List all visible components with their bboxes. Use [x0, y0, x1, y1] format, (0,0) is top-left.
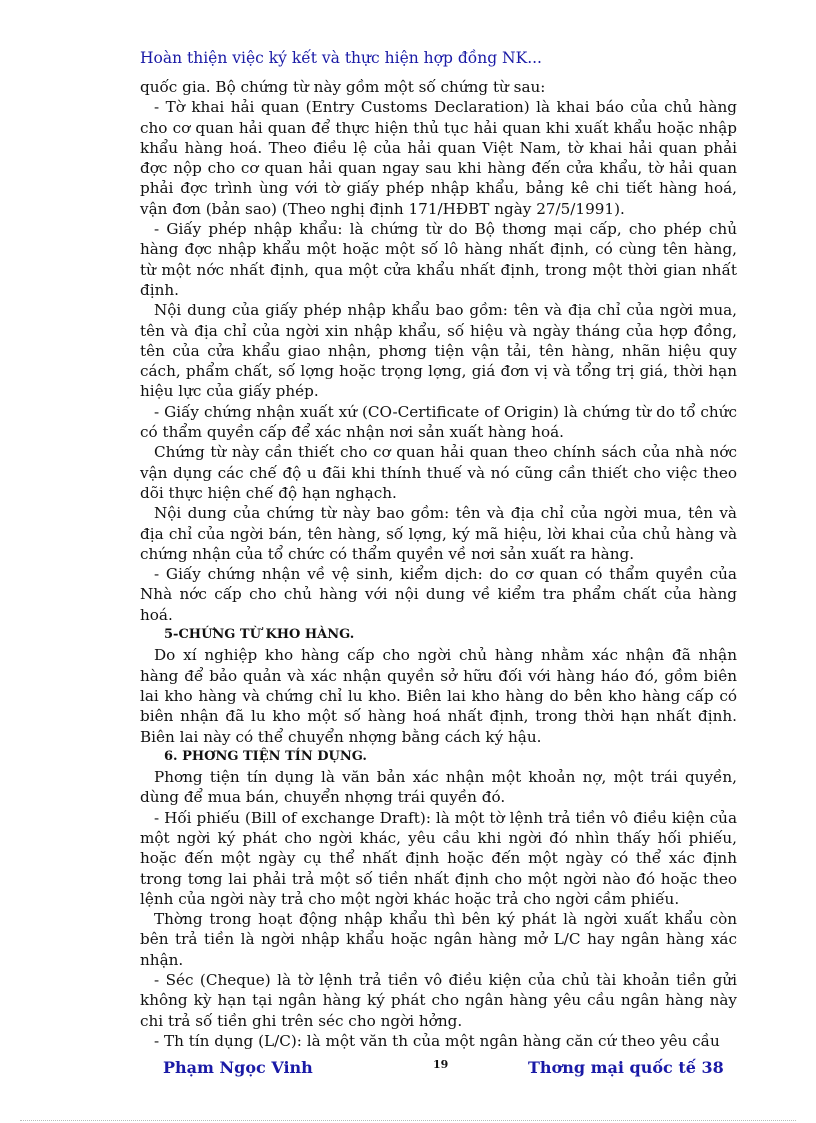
- page-footer: [0, 1058, 816, 1080]
- paragraph: Chứng từ này cần thiết cho cơ quan hải quan theo chính sách của nhà nớc vận dụng các chế độ u đãi khi thính thuế và nó cũng cần thiết cho việc theo dõi thực hiện chế độ hạn nghạch.: [140, 443, 737, 502]
- paragraph: Nội dung của chứng từ này bao gồm: tên và địa chỉ của ngời mua, tên và địa chỉ của ngời bán, tên hàng, số lợng, ký mã hiệu, lời khai của chủ hàng và chứng nhận của tổ chức có thẩm quyền về nơi sản xuất ra hàng.: [140, 504, 737, 563]
- page-bottom-divider: [20, 1120, 796, 1121]
- paragraph: - Giấy chứng nhận về vệ sinh, kiểm dịch: do cơ quan có thẩm quyền của Nhà nớc cấp cho chủ hàng với nội dung về kiểm tra phẩm chất của hàng hoá.: [140, 565, 737, 624]
- paragraph: - Th tín dụng (L/C): là một văn th của một ngân hàng căn cứ theo yêu cầu: [154, 1031, 720, 1050]
- paragraph: - Tờ khai hải quan (Entry Customs Declaration) là khai báo của chủ hàng cho cơ quan hải quan để thực hiện thủ tục hải quan khi xuất khẩu hoặc nhập khẩu hàng hoá. Theo điều lệ của hải quan Việt Nam, tờ khai hải quan phải đợc nộp cho cơ quan hải quan ngay sau khi hàng đến cửa khẩu, tờ hải quan phải đợc trình ùng với tờ giấy phép nhập khẩu, bảng kê chi tiết hàng hoá, vận đơn (bản sao) (Theo nghị định 171/HĐBT ngày 27/5/1991).: [140, 98, 737, 218]
- footer-class-name: Thơng mại quốc tế 38: [528, 1058, 724, 1077]
- paragraph: Thờng trong hoạt động nhập khẩu thì bên ký phát là ngời xuất khẩu còn bên trả tiền là ngời nhập khẩu hoặc ngân hàng mở L/C hay ngân hàng xác nhận.: [140, 910, 737, 969]
- paragraph: Nội dung của giấy phép nhập khẩu bao gồm: tên và địa chỉ của ngời mua, tên và địa chỉ của ngời xin nhập khẩu, số hiệu và ngày tháng của hợp đồng, tên của cửa khẩu giao nhận, phơng tiện vận tải, tên hàng, nhãn hiệu quy cách, phẩm chất, số lợng hoặc trọng lợng, giá đơn vị và tổng trị giá, thời hạn hiệu lực của giấy phép.: [140, 301, 737, 401]
- paragraph: Phơng tiện tín dụng là văn bản xác nhận một khoản nợ, một trái quyền, dùng để mua bán, chuyển nhợng trái quyền đó.: [140, 768, 737, 807]
- section-heading: 5-CHỨNG TỪ KHO HÀNG.: [164, 627, 355, 643]
- paragraph: - Hối phiếu (Bill of exchange Draft): là một tờ lệnh trả tiền vô điều kiện của một ngời ký phát cho ngời khác, yêu cầu khi ngời đó nhìn thấy hối phiếu, hoặc đến một ngày cụ thể nhất định hoặc đến một ngày có thể xác định trong tơng lai phải trả một số tiền nhất định cho một ngời nào đó hoặc theo lệnh của ngời này trả cho một ngời khác hoặc trả cho ngời cầm phiếu.: [140, 808, 737, 908]
- paragraph: - Giấy phép nhập khẩu: là chứng từ do Bộ thơng mại cấp, cho phép chủ hàng đợc nhập khẩu một hoặc một số lô hàng nhất định, có cùng tên hàng, từ một nớc nhất định, qua một cửa khẩu nhất định, trong một thời gian nhất định.: [140, 220, 737, 299]
- paragraph: - Giấy chứng nhận xuất xứ (CO-Certificate of Origin) là chứng từ do tổ chức có thẩm quyền cấp để xác nhận nơi sản xuất hàng hoá.: [140, 402, 737, 442]
- page-number: 19: [433, 1058, 449, 1071]
- paragraph: quốc gia. Bộ chứng từ này gồm một số chứng từ sau:: [140, 78, 546, 96]
- paragraph: Do xí nghiệp kho hàng cấp cho ngời chủ hàng nhằm xác nhận đã nhận hàng để bảo quản và xác nhận quyền sở hữu đối với hàng háo đó, gồm biên lai kho hàng và chứng chỉ lu kho. Biên lai kho hàng do bên kho hàng cấp có biên nhận đã lu kho một số hàng hoá nhất định, trong thời hạn nhất định. Biên lai này có thể chuyển nhợng bằng cách ký hậu.: [140, 646, 737, 746]
- section-heading: 6. PHƠNG TIỆN TÍN DỤNG.: [164, 748, 367, 764]
- page-header: Hoàn thiện việc ký kết và thực hiện hợp đồng NK...: [140, 49, 542, 67]
- paragraph: - Séc (Cheque) là tờ lệnh trả tiền vô điều kiện của chủ tài khoản tiền gửi không kỳ hạn tại ngân hàng ký phát cho ngân hàng yêu cầu ngân hàng này chi trả số tiền ghi trên séc cho ngời hởng.: [140, 971, 737, 1030]
- document-body: [140, 77, 737, 1051]
- footer-author: Phạm Ngọc Vinh: [163, 1058, 313, 1077]
